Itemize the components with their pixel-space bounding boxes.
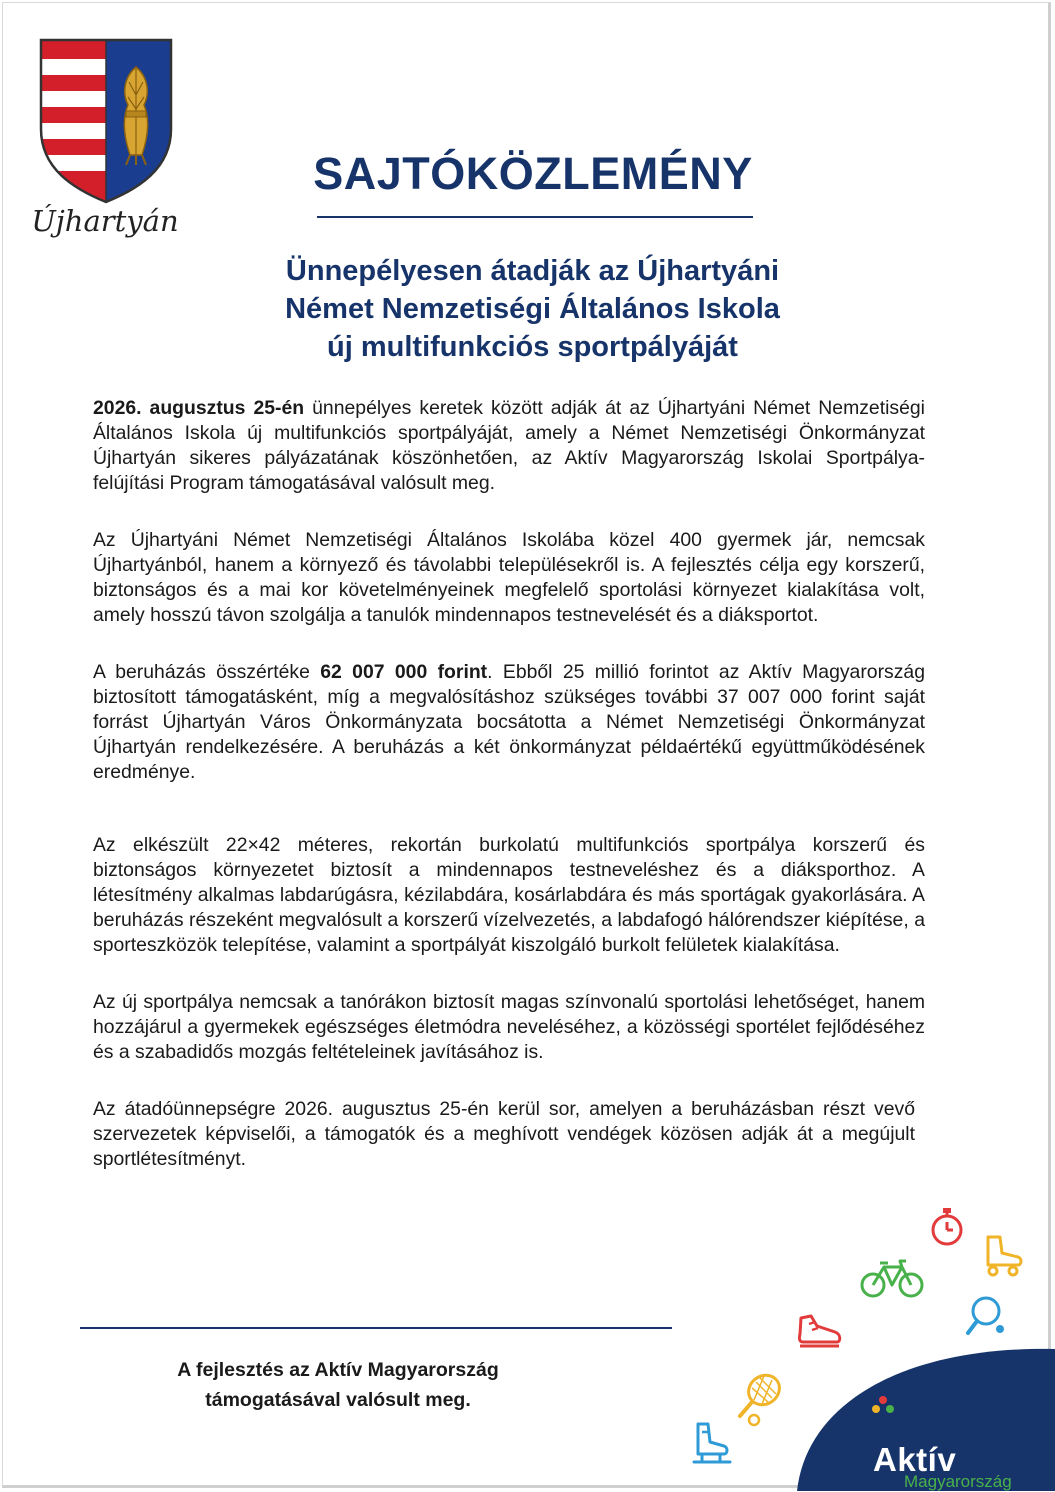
footer-divider <box>80 1327 672 1329</box>
subtitle-line: Ünnepélyesen átadják az Újhartyáni <box>285 255 780 287</box>
footer-line: támogatásával valósult meg. <box>205 1389 471 1411</box>
paragraph-3 <box>93 660 925 785</box>
paragraph-text: ünnepélyes keretek között adják át az Újhartyáni Német Nemzetiségi Általános Iskola új multifunkciós sportpályáját, amely a Német Nemzetiségi Önkormányzat Újhartyán sikeres pályázatának köszönhetően, az Aktív Magyarország Iskolai Sportpálya-felújítási Program támogatásával valósult meg. <box>93 397 925 494</box>
ice-skate-icon <box>690 1420 734 1470</box>
roller-skate-icon <box>980 1233 1026 1277</box>
paragraph-6: Az átadóünnepségre 2026. augusztus 25-én kerül sor, amelyen a beruházásban részt vevő szervezetek képviselői, a támogatók és a meghívott vendégek közösen adják át a megújult sportlétesítményt. <box>93 1098 915 1170</box>
paragraph-4: Az elkészült 22×42 méteres, rekortán burkolatú multifunkciós sportpálya korszerű és biztonságos környezetet biztosít a mindennapos testneveléshez és a diáksporthoz. A létesítmény alkalmas labdarúgásra, kézilabdára, kosárlabdára és más sportágak gyakorlására. A beruházás részeként megvalósult a korszerű vízelvezetés, a labdafogó hálórendszer kiépítése, a sporteszközök telepítése, valamint a sportpályát kiszolgáló burkolt felületek kialakítása. <box>93 834 925 956</box>
aktiv-subtext: Magyarország <box>904 1472 1012 1491</box>
page-title: SAJTÓKÖZLEMÉNY <box>313 148 753 199</box>
tennis-racket-icon <box>734 1370 790 1428</box>
subtitle <box>190 252 875 366</box>
footer-line: A fejlesztés az Aktív Magyarország <box>177 1359 499 1381</box>
subtitle-line: új multifunkciós sportpályáját <box>327 331 738 363</box>
stopwatch-icon <box>928 1204 966 1248</box>
wheat-sheaf-icon <box>124 67 147 165</box>
ping-pong-icon <box>962 1293 1008 1339</box>
footer-note <box>110 1355 566 1415</box>
title-divider <box>317 216 753 218</box>
paragraph-2: Az Újhartyáni Német Nemzetiségi Általános Iskolába közel 400 gyermek jár, nemcsak Újhartyánból, hanem a környező és távolabbi településekről is. A fejlesztés célja egy korszerű, biztonságos és a mai kor követelményeinek megfelelő sportolási környezet kialakítása volt, amely hosszú távon szolgálja a tanulók mindennapos testnevelését és a diáksportot. <box>93 529 925 626</box>
coat-of-arms-icon <box>38 37 174 205</box>
amount-highlight: 62 007 000 forint <box>320 661 488 683</box>
paragraph-text: A beruházás összértéke <box>93 661 321 683</box>
crest-name: Újhartyán <box>31 204 179 238</box>
article-body <box>93 396 925 1172</box>
aktiv-brand-text: Aktív <box>873 1441 957 1478</box>
paragraph-5: Az új sportpálya nemcsak a tanórákon biztosít magas színvonalú sportolási lehetőséget, hanem hozzájárul a gyermekek egészséges életmódra neveléséhez, a közösségi sportélet fejlődéséhez és a szabadidős mozgás feltételeinek javításához is. <box>93 991 925 1063</box>
paragraph-text: . Ebből 25 millió forintot az Aktív Magyarország biztosított támogatásként, míg a megvalósításhoz szükséges további 37 007 000 forint saját forrást Újhartyán Város Önkormányzata bocsátotta a Német Nemzetiségi Önkormányzat Újhartyán rendelkezésére. A beruházás a két önkormányzat példaértékű együttműködésének eredménye. <box>93 661 925 783</box>
date-highlight: 2026. augusztus 25-én <box>93 397 305 419</box>
subtitle-line: Német Nemzetiségi Általános Iskola <box>285 293 780 325</box>
paragraph-1 <box>93 396 925 496</box>
bicycle-icon <box>860 1257 924 1299</box>
